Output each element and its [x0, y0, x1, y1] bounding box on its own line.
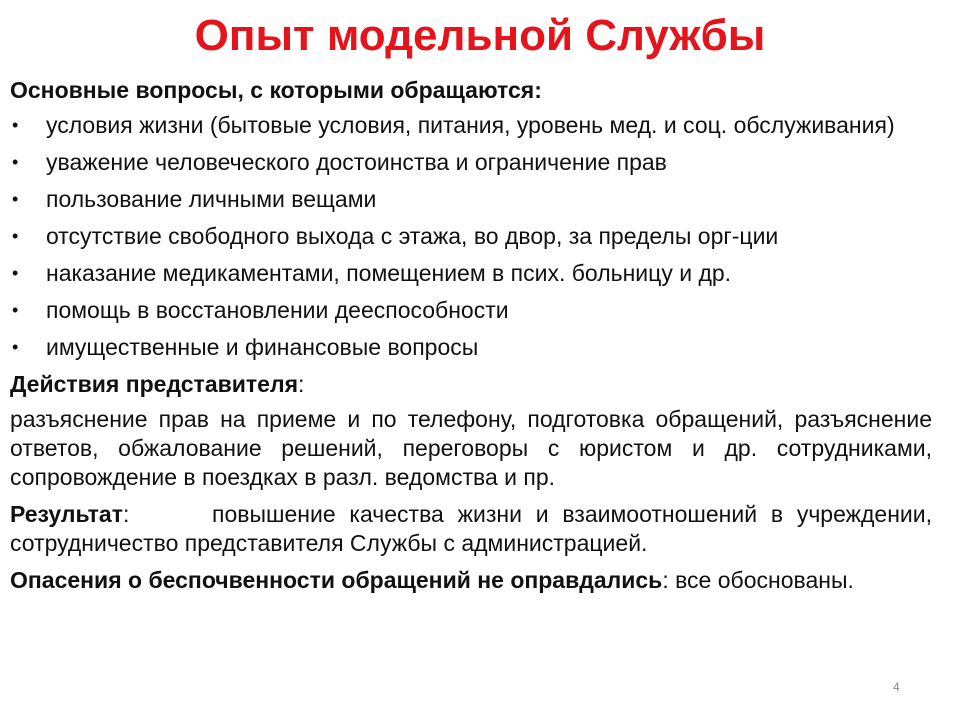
list-item: [10, 185, 932, 214]
list-item: [10, 259, 932, 288]
list-item-text: уважение человеческого достоинства и ограничение прав: [46, 149, 667, 175]
list-item: [10, 333, 932, 362]
slide-content: [10, 76, 932, 603]
actions-colon: :: [297, 371, 305, 397]
bullet-icon: •: [12, 337, 19, 357]
actions-text: разъяснение прав на приеме и по телефону, подготовка обращений, разъяснение ответов, обжалование решений, переговоры с юристом и др. сотрудниками, сопровождение в поездках в разл. ведомства и пр.: [10, 406, 932, 490]
concerns-colon: :: [662, 567, 669, 593]
actions-heading: Действия представителя: [10, 371, 298, 397]
list-item-text: помощь в восстановлении дееспособности: [46, 297, 509, 323]
questions-list: [10, 111, 932, 362]
list-item-text: имущественные и финансовые вопросы: [46, 334, 479, 360]
bullet-icon: •: [12, 300, 19, 320]
concerns-label: Опасения о беспочвенности обращений не оправдались: [10, 567, 663, 593]
result-text: повышение качества жизни и взаимоотношений в учреждении, сотрудничество представителя Службы с администрацией.: [10, 501, 933, 556]
bullet-icon: •: [12, 226, 19, 246]
bullet-icon: •: [12, 115, 19, 135]
slide-title: Опыт модельной Службы: [194, 11, 766, 60]
actions-heading-line: [10, 370, 932, 399]
list-item: [10, 296, 932, 325]
result-colon: :: [122, 501, 130, 527]
list-item-text: наказание медикаментами, помещением в псих. больницу и др.: [46, 260, 732, 286]
bullet-icon: •: [12, 263, 19, 283]
page-number: 4: [893, 680, 900, 694]
questions-heading: Основные вопросы, с которыми обращаются:: [10, 77, 542, 103]
concerns-text: все обоснованы.: [675, 567, 854, 593]
concerns-paragraph: [10, 566, 932, 595]
list-item: [10, 148, 932, 177]
list-item: [10, 222, 932, 251]
bullet-icon: •: [12, 189, 19, 209]
result-label: Результат: [10, 501, 123, 527]
list-item: [10, 111, 932, 140]
list-item-text: условия жизни (бытовые условия, питания, уровень мед. и соц. обслуживания): [46, 112, 895, 138]
list-item-text: пользование личными вещами: [46, 186, 377, 212]
bullet-icon: •: [12, 152, 19, 172]
result-paragraph: [10, 500, 932, 558]
list-item-text: отсутствие свободного выхода с этажа, во двор, за пределы орг-ции: [46, 223, 779, 249]
